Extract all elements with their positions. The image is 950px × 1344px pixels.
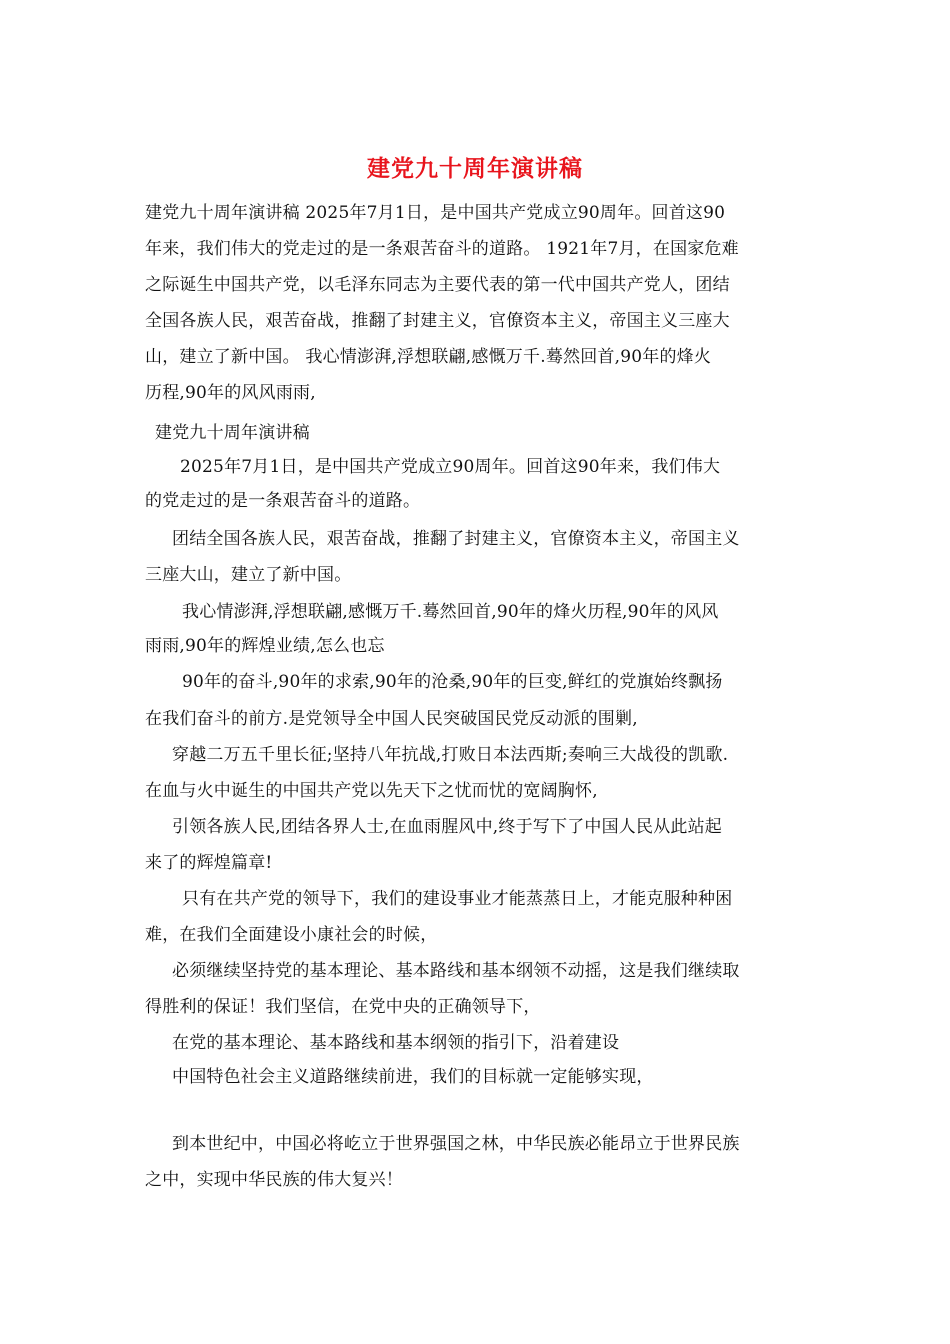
text-line: 在党的基本理论、基本路线和基本纲领的指引下，沿着建设 bbox=[172, 1033, 620, 1053]
text-line: 三座大山，建立了新中国。 bbox=[145, 565, 352, 585]
text-line: 到本世纪中，中国必将屹立于世界强国之林，中华民族必能昂立于世界民族 bbox=[172, 1134, 740, 1154]
text-line: 之际诞生中国共产党，以毛泽东同志为主要代表的第一代中国共产党人，团结 bbox=[145, 275, 730, 295]
text-line: 年来，我们伟大的党走过的是一条艰苦奋斗的道路。 1921年7月，在国家危难 bbox=[145, 239, 739, 259]
text-line: 来了的辉煌篇章! bbox=[145, 853, 273, 873]
text-line: 建党九十周年演讲稿 bbox=[155, 423, 310, 443]
text-line: 在我们奋斗的前方.是党领导全中国人民突破国民党反动派的围剿, bbox=[145, 709, 638, 729]
text-line: 必须继续坚持党的基本理论、基本路线和基本纲领不动摇，这是我们继续取 bbox=[172, 961, 740, 981]
text-line: 2025年7月1日，是中国共产党成立90周年。回首这90年来，我们伟大 bbox=[180, 457, 721, 477]
text-line: 山，建立了新中国。 我心情澎湃,浮想联翩,感慨万千.蓦然回首,90年的烽火 bbox=[145, 347, 712, 367]
text-line: 在血与火中诞生的中国共产党以先天下之忧而忧的宽阔胸怀, bbox=[145, 781, 598, 801]
text-line: 得胜利的保证！我们坚信，在党中央的正确领导下， bbox=[145, 997, 541, 1017]
text-line: 难，在我们全面建设小康社会的时候， bbox=[145, 925, 438, 945]
text-line: 历程,90年的风风雨雨, bbox=[145, 383, 316, 403]
text-line: 引领各族人民,团结各界人士,在血雨腥风中,终于写下了中国人民从此站起 bbox=[172, 817, 723, 837]
text-line: 的党走过的是一条艰苦奋斗的道路。 bbox=[145, 491, 421, 511]
text-line: 之中，实现中华民族的伟大复兴！ bbox=[145, 1170, 403, 1190]
text-line: 雨雨,90年的辉煌业绩,怎么也忘 bbox=[145, 636, 385, 656]
document-title: 建党九十周年演讲稿 bbox=[367, 155, 583, 182]
text-line: 团结全国各族人民，艰苦奋战，推翻了封建主义，官僚资本主义，帝国主义 bbox=[172, 529, 740, 549]
text-line: 穿越二万五千里长征;坚持八年抗战,打败日本法西斯;奏响三大战役的凯歌. bbox=[172, 745, 729, 765]
text-line: 90年的奋斗,90年的求索,90年的沧桑,90年的巨变,鲜红的党旗始终飘扬 bbox=[182, 672, 723, 692]
text-line: 建党九十周年演讲稿 2025年7月1日，是中国共产党成立90周年。回首这90 bbox=[145, 203, 726, 223]
text-line: 只有在共产党的领导下，我们的建设事业才能蒸蒸日上，才能克服种种困 bbox=[182, 889, 733, 909]
text-line: 全国各族人民，艰苦奋战，推翻了封建主义，官僚资本主义，帝国主义三座大 bbox=[145, 311, 730, 331]
text-line: 我心情澎湃,浮想联翩,感慨万千.蓦然回首,90年的烽火历程,90年的风风 bbox=[182, 602, 719, 622]
text-line: 中国特色社会主义道路继续前进，我们的目标就一定能够实现， bbox=[172, 1067, 654, 1087]
